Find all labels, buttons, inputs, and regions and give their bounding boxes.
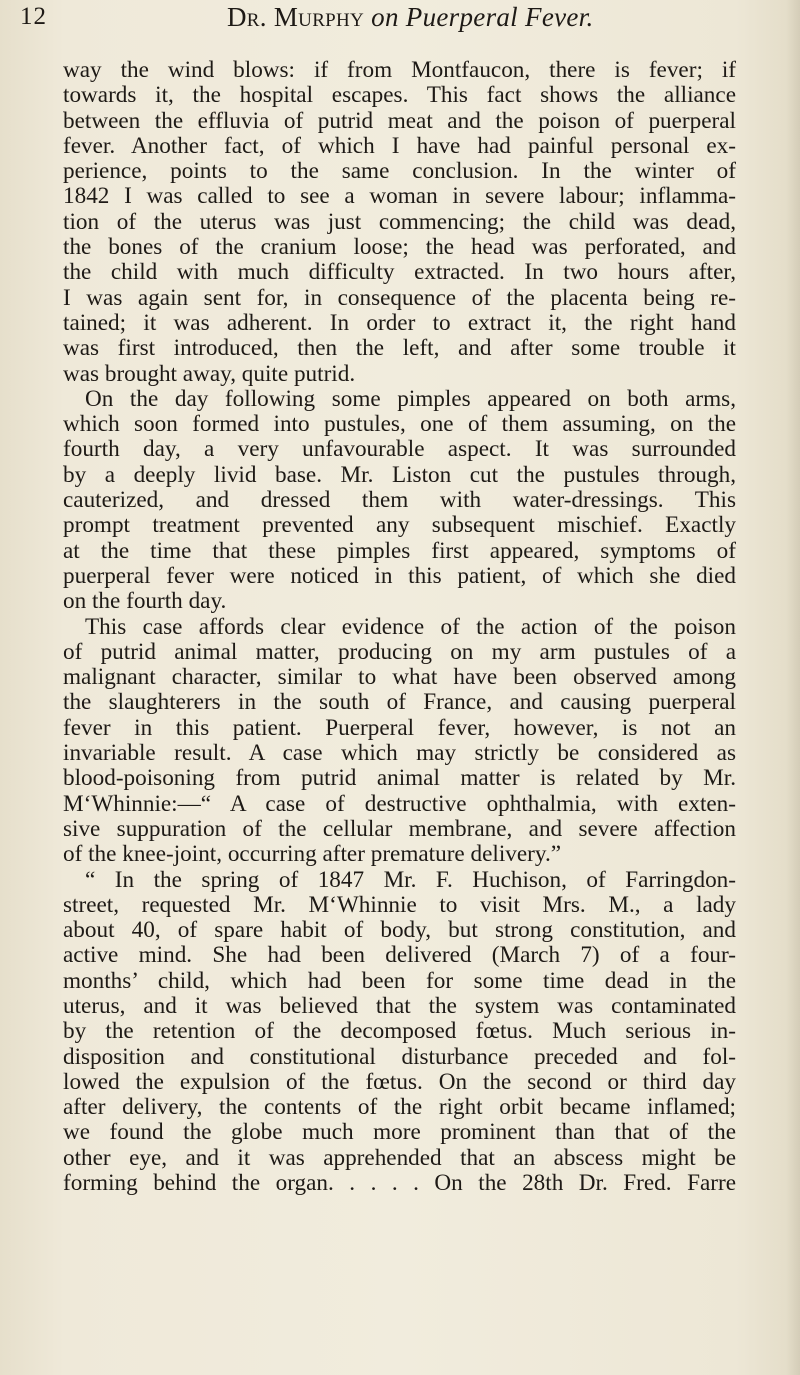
text-line: cauterized, and dressed them with water-dressings. This [63,487,736,514]
running-head-connector: on [364,2,406,32]
text-line: we found the globe much more prominent than that of the [63,1119,736,1146]
paragraph-start-line: On the day following some pimples appeared on both arms, [85,385,736,412]
text-line: way the wind blows: if from Montfaucon, there is fever; if [63,57,736,83]
text-line: fever. Another fact, of which I have had painful personal ex- [63,132,736,159]
text-line: the bones of the cranium loose; the head was perforated, and [63,234,736,261]
text-line: street, requested Mr. M‘Whinnie to visit Mrs. M., a lady [63,891,736,918]
text-line: disposition and constitutional disturbance preceded and fol- [63,1043,736,1070]
text-line: of putrid animal matter, producing on my arm pustules of a [63,638,736,665]
running-head-title: Puerperal Fever. [405,2,594,32]
text-line: prompt treatment prevented any subsequent mischief. Exactly [63,512,736,539]
text-line: tion of the uterus was just commencing; the child was dead, [63,208,736,235]
text-line: invariable result. A case which may strictly be considered as [63,740,736,767]
text-line: tained; it was adherent. In order to extract it, the right hand [63,309,736,336]
text-line: was first introduced, then the left, and after some trouble it [63,335,736,362]
text-line: other eye, and it was apprehended that an abscess might be [63,1144,736,1171]
text-line: at the time that these pimples first appeared, symptoms of [63,537,736,564]
text-line: which soon formed into pustules, one of them assuming, on the [63,411,736,438]
text-line: after delivery, the contents of the right orbit became inflamed; [63,1094,736,1121]
text-line: malignant character, similar to what have been observed among [63,664,736,691]
paragraph-start-line: “ In the spring of 1847 Mr. F. Huchison, of Farringdon- [85,866,736,893]
page-number: 12 [20,3,47,30]
page-header [20,0,780,40]
text-line: I was again sent for, in consequence of the placenta being re- [63,284,736,311]
text-line: between the effluvia of putrid meat and the poison of puerperal [63,107,736,134]
text-line: M‘Whinnie:—“ A case of destructive ophthalmia, with exten- [63,790,736,817]
text-line: towards it, the hospital escapes. This fact shows the alliance [63,82,736,109]
text-line: months’ child, which had been for some time dead in the [63,967,736,994]
text-line: the slaughterers in the south of France, and causing puerperal [63,689,736,716]
page-edge-shadow [786,0,800,1375]
paragraph-start-line: This case affords clear evidence of the action of the poison [85,613,736,640]
text-line: on the fourth day. [63,588,227,615]
running-head [227,2,594,32]
text-line: 1842 I was called to see a woman in severe labour; inflamma- [63,183,736,210]
text-line: was brought away, quite putrid. [63,360,356,387]
text-line: forming behind the organ. . . . . On the 28th Dr. Fred. Farre [63,1170,736,1197]
text-line: uterus, and it was believed that the system was contaminated [63,992,736,1019]
text-line: of the knee-joint, occurring after premature delivery.” [63,841,562,868]
text-line: by a deeply livid base. Mr. Liston cut the pustules through, [63,461,736,488]
text-line: puerperal fever were noticed in this patient, of which she died [63,562,736,589]
text-line: fever in this patient. Puerperal fever, however, is not an [63,714,736,741]
text-line: the child with much difficulty extracted. In two hours after, [63,259,736,286]
text-line: sive suppuration of the cellular membrane, and severe affection [63,815,736,842]
text-line: blood-poisoning from putrid animal matter is related by Mr. [63,765,736,792]
text-line: by the retention of the decomposed fœtus. Much serious in- [63,1018,736,1045]
running-head-author: Dr. Murphy [227,2,365,32]
text-line: perience, points to the same conclusion. In the winter of [63,158,736,185]
body-text [63,58,736,1196]
text-line: active mind. She had been delivered (March 7) of a four- [63,942,736,969]
text-line: fourth day, a very unfavourable aspect. It was surrounded [63,436,736,463]
text-line: about 40, of spare habit of body, but strong constitution, and [63,917,736,944]
text-line: lowed the expulsion of the fœtus. On the second or third day [63,1068,736,1095]
